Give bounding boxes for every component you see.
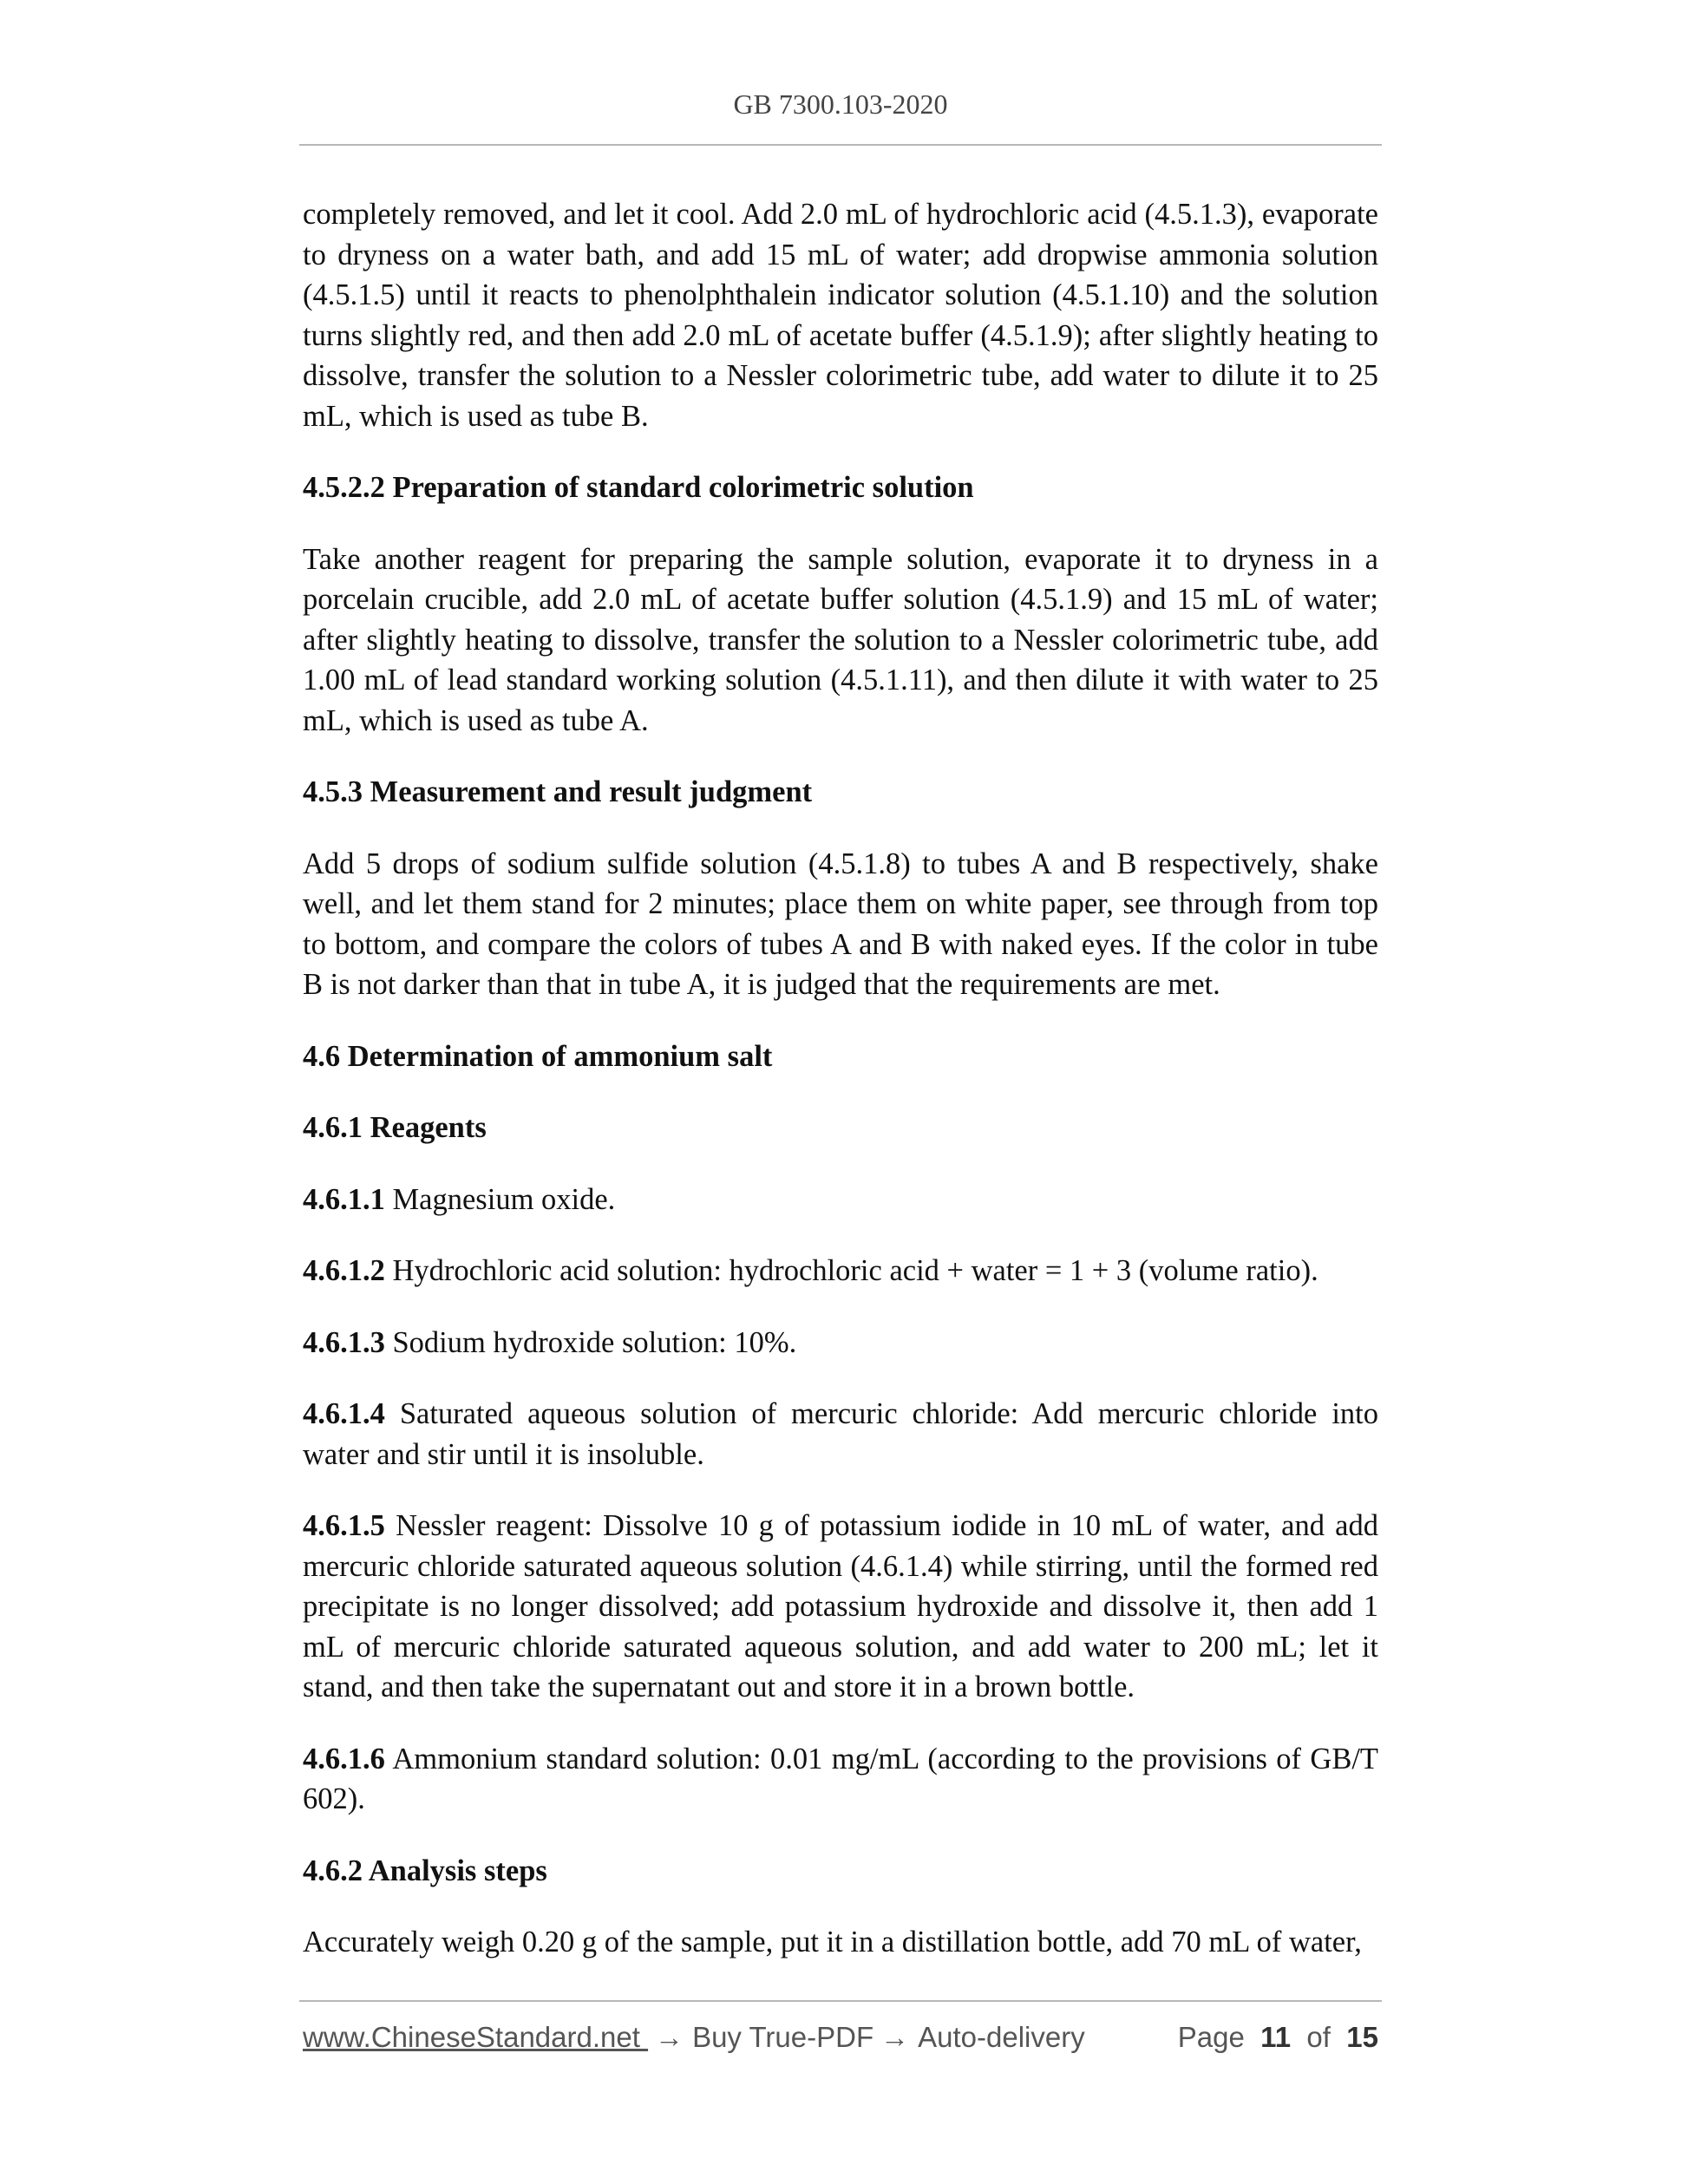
clause-number: 4.6.1.1 (303, 1182, 385, 1216)
heading-4-5-2-2: 4.5.2.2 Preparation of standard colorimetric solution (303, 471, 974, 504)
buy-true-pdf-text: Buy True-PDF (692, 2021, 874, 2053)
clause-number: 4.6.1.3 (303, 1325, 385, 1359)
clause-number: 4.6.1.2 (303, 1254, 385, 1287)
chinesestandard-link[interactable]: www.ChineseStandard.net (303, 2021, 649, 2053)
clause-text: Ammonium standard solution: 0.01 mg/mL (according to the provisions of GB/T 602). (303, 1742, 1378, 1815)
paragraph-measurement: Add 5 drops of sodium sulfide solution (4.5.1.8) to tubes A and B respectively, shake well, and let them stand for 2 minutes; place them on white paper, see through from top to bottom, and compare the colors of tubes A and B with naked eyes. If the color in tube B is not darker than that in tube A, it is judged that the requirements are met. (303, 847, 1378, 1001)
arrow-right-icon: → (655, 2021, 684, 2053)
paragraph-analysis-steps: Accurately weigh 0.20 g of the sample, put it in a distillation bottle, add 70 mL of water, (303, 1926, 1362, 1958)
paragraph-tube-b: completely removed, and let it cool. Add 2.0 mL of hydrochloric acid (4.5.1.3), evaporate to dryness on a water bath, and add 15 mL of water; add dropwise ammonia solution (4.5.1.5) until it reacts to phenolphthalein indicator solution (4.5.1.10) and the solution turns slightly red, and then add 2.0 mL of acetate buffer (4.5.1.9); after slightly heating to dissolve, transfer the solution to a Nessler colorimetric tube, add water to dilute it to 25 mL, which is used as tube B. (303, 198, 1378, 433)
reagent-4-6-1-4 (303, 1394, 1378, 1475)
clause-number: 4.6.1.6 (303, 1742, 385, 1775)
reagent-4-6-1-2 (303, 1251, 1378, 1291)
header-divider (299, 144, 1382, 146)
page-label: Page (1177, 2021, 1245, 2053)
auto-delivery-text: Auto-delivery (918, 2021, 1085, 2053)
clause-text: Nessler reagent: Dissolve 10 g of potassium iodide in 10 mL of water, and add mercuric chloride saturated aqueous solution (4.6.1.4) while stirring, until the formed red precipitate is no longer dissolved; add potassium hydroxide and dissolve it, then add 1 mL of mercuric chloride saturated aqueous solution, and add water to 200 mL; let it stand, and then take the supernatant out and store it in a brown bottle. (303, 1509, 1378, 1703)
heading-4-6-1: 4.6.1 Reagents (303, 1111, 487, 1144)
current-page-number: 11 (1260, 2021, 1292, 2053)
footer-promo (303, 2021, 1085, 2054)
reagent-4-6-1-3 (303, 1323, 1378, 1363)
reagent-4-6-1-1 (303, 1180, 1378, 1220)
heading-4-6: 4.6 Determination of ammonium salt (303, 1039, 773, 1073)
clause-number: 4.6.1.5 (303, 1509, 385, 1542)
clause-text: Magnesium oxide. (384, 1182, 616, 1216)
heading-4-6-2: 4.6.2 Analysis steps (303, 1854, 547, 1887)
page-footer (303, 2021, 1378, 2059)
clause-number: 4.6.1.4 (303, 1397, 385, 1430)
reagent-4-6-1-5 (303, 1506, 1378, 1708)
clause-text: Saturated aqueous solution of mercuric chloride: Add mercuric chloride into water and stir until it is insoluble. (303, 1397, 1378, 1471)
document-header: GB 7300.103-2020 (733, 88, 948, 120)
reagent-4-6-1-6 (303, 1739, 1378, 1820)
arrow-right-icon: → (880, 2021, 910, 2053)
paragraph-tube-a: Take another reagent for preparing the sample solution, evaporate it to dryness in a porcelain crucible, add 2.0 mL of acetate buffer solution (4.5.1.9) and 15 mL of water; after slightly heating to dissolve, transfer the solution to a Nessler colorimetric tube, add 1.00 mL of lead standard working solution (4.5.1.11), and then dilute it with water to 25 mL, which is used as tube A. (303, 542, 1378, 737)
total-page-number: 15 (1346, 2021, 1378, 2053)
page-indicator (1178, 2021, 1378, 2054)
of-label: of (1306, 2021, 1331, 2053)
footer-divider (299, 2000, 1382, 2002)
document-body (303, 194, 1378, 1963)
clause-text: Hydrochloric acid solution: hydrochloric acid + water = 1 + 3 (volume ratio). (384, 1254, 1318, 1287)
heading-4-5-3: 4.5.3 Measurement and result judgment (303, 775, 813, 808)
clause-text: Sodium hydroxide solution: 10%. (384, 1325, 797, 1359)
